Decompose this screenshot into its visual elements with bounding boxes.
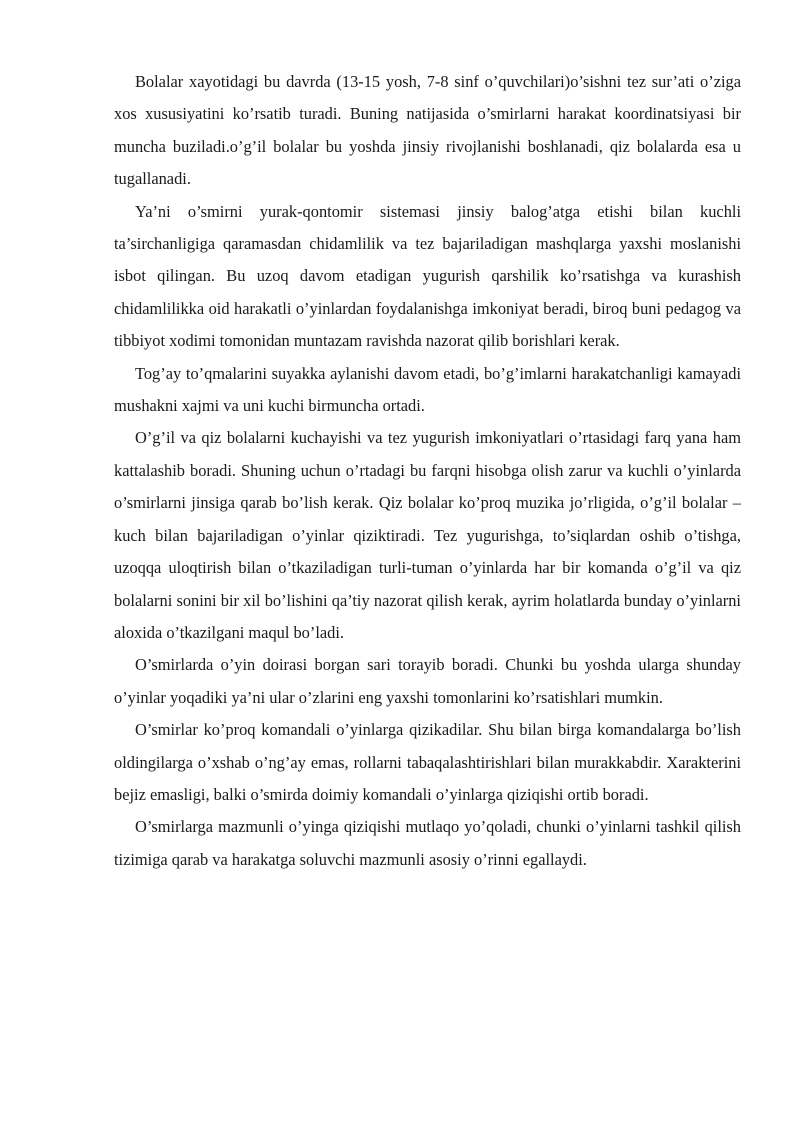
paragraph-3: Tog’ay to’qmalarini suyakka aylanishi davom etadi, bo’g’imlarni harakatchanligi kamayadi mushakni xajmi va uni kuchi birmuncha ortadi.	[114, 363, 741, 416]
paragraph-2: Ya’ni o’smirni yurak-qontomir sistemasi jinsiy balog’atga etishi bilan kuchli ta’sirchanligiga qaramasdan chidamlilik va tez bajariladigan mashqlarga yaxshi moslanishi isbot qilingan. Bu uzoq davom etadigan yugurish qarshilik ko’rsatishga va kurashish chidamlilikka oid harakatli o’yinlardan foydalanishga imkoniyat beradi, biroq buni pedagog va tibbiyot xodimi tomonidan muntazam ravishda nazorat qilib borishlari kerak.	[114, 201, 741, 351]
paragraph-4: O’g’il va qiz bolalarni kuchayishi va tez yugurish imkoniyatlari o’rtasidagi farq yana ham kattalashib boradi. Shuning uchun o’rtadagi bu farqni hisobga olish zarur va kuchli o’yinlarda o’smirlarni jinsiga qarab bo’lish kerak. Qiz bolalar ko’proq muzika jo’rligida, o’g’il bolalar – kuch bilan bajariladigan o’yinlar qiziktiradi. Tez yugurishga, to’siqlardan oshib o’tishga, uzoqqa uloqtirish bilan o’tkaziladigan turli-tuman o’yinlarda har bir komanda o’g’il va qiz bolalarni sonini bir xil bo’lishini qa’tiy nazorat qilish kerak, ayrim holatlarda bunday o’yinlarni aloxida o’tkazilgani maqul bo’ladi.	[114, 428, 741, 642]
paragraph-6: O’smirlar ko’proq komandali o’yinlarga qizikadilar. Shu bilan birga komandalarga bo’lish oldingilarga o’xshab o’ng’ay emas, rollarni tabaqalashtirishlari bilan murakkabdir. Xarakterini bejiz emasligi, balki o’smirda doimiy komandali o’yinlarga qiziqishi ortib boradi.	[114, 720, 741, 804]
document-page	[114, 66, 741, 876]
paragraph-1: Bolalar xayotidagi bu davrda (13-15 yosh, 7-8 sinf o’quvchilari)o’sishni tez sur’ati o’ziga xos xususiyatini ko’rsatib turadi. Buning natijasida o’smirlarni harakat koordinatsiyasi bir muncha buziladi.o’g’il bolalar bu yoshda jinsiy rivojlanishi boshlanadi, qiz bolalarda esa u tugallanadi.	[114, 72, 741, 189]
paragraph-7: O’smirlarga mazmunli o’yinga qiziqishi mutlaqo yo’qoladi, chunki o’yinlarni tashkil qilish tizimiga qarab va harakatga soluvchi mazmunli asosiy o’rinni egallaydi.	[114, 817, 741, 869]
paragraph-5: O’smirlarda o’yin doirasi borgan sari torayib boradi. Chunki bu yoshda ularga shunday o’yinlar yoqadiki ya’ni ular o’zlarini eng yaxshi tomonlarini ko’rsatishlari mumkin.	[114, 655, 741, 707]
